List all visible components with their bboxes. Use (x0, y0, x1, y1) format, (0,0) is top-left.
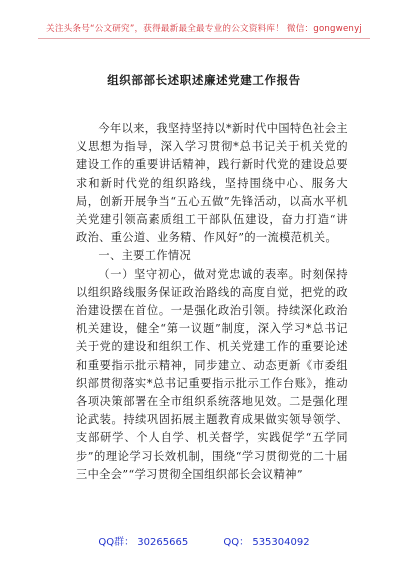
section-heading: 一、主要工作情况 (98, 249, 192, 263)
footer-contact (0, 533, 408, 548)
section-paragraph: （一）坚守初心，做对党忠诚的表率。时刻保持以组织路线服务保证政治路线的高度自觉，把党的政治建设摆在首位。一是强化政治引领。持续深化政治机关建设，健全“第一议题”制度，深入学习*总书记关于党的建设和组织工作、机关党建工作的重要论述和重要指示批示精神，同步建立、动态更新《市委组织部贯彻落实*总书记重要指示批示工作台账》，推动各项决策部署在全市组织系统落地见效。二是强化理论武装。持续巩固拓展主题教育成果做实领导领学、支部研学、个人自学、机关督学，实践促学“五学同步”的理论学习长效机制，围绕“学习贯彻党的二十届三中全会”“学习贯彻全国组织部长会议精神” (76, 267, 348, 481)
document-title: 组织部部长述职述廉述党建工作报告 (107, 73, 301, 87)
intro-paragraph: 今年以来，我坚持坚持以*新时代中国特色社会主义思想为指导，深入学习贯彻*总书记关于机关党的建设工作的重要讲话精神，践行新时代党的建设总要求和新时代党的组织路线，坚持围绕中心、服务大局，创新开展争当“五心五做”先锋活动，以高水平机关党建引领高素质组工干部队伍建设，奋力打造“讲政治、重公道、业务精、作风好”的一流模范机关。 (76, 122, 348, 245)
header-divider (38, 38, 370, 39)
footer-qq: QQ： 535304092 (223, 537, 310, 548)
footer-qq-group: QQ群： 30265665 (98, 537, 189, 548)
header-banner: 关注头条号“公文研究”，获得最新最全最专业的公文资料库！ 微信：gongwenyj (46, 24, 362, 34)
document-body (76, 120, 348, 484)
